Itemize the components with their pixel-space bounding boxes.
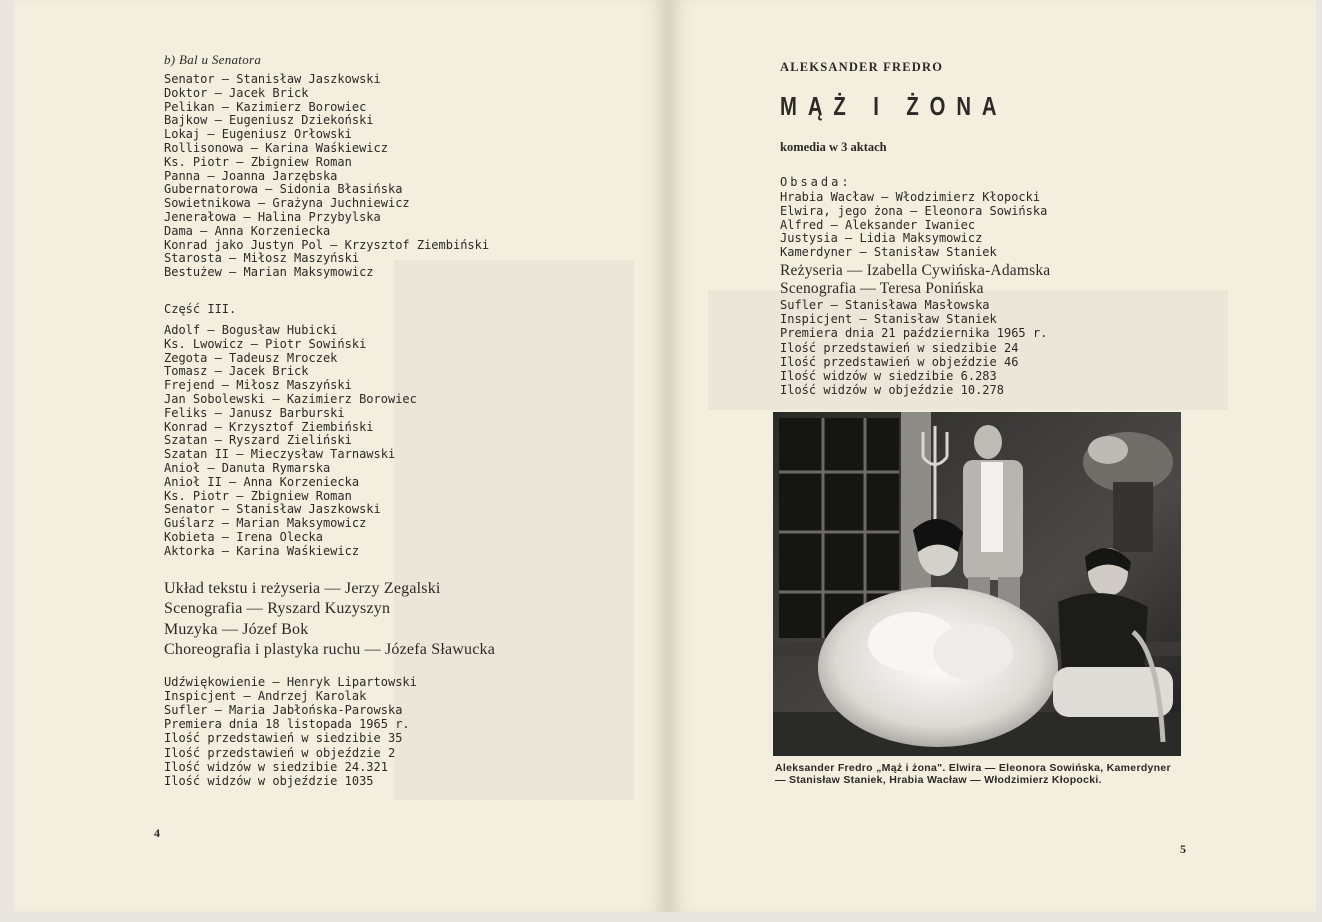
- cast-line: Bestużew — Marian Maksymowicz: [164, 265, 374, 280]
- info-line: Inspicjent — Stanisław Staniek: [780, 312, 997, 327]
- play-author: ALEKSANDER FREDRO: [780, 60, 944, 74]
- cast-line: Guślarz — Marian Maksymowicz: [164, 516, 367, 531]
- cast-line: Ks. Piotr — Zbigniew Roman: [164, 154, 352, 169]
- cast-line: Lokaj — Eugeniusz Orłowski: [164, 127, 352, 142]
- credit-line: Scenografia — Teresa Ponińska: [780, 279, 984, 297]
- cast-line: Adolf — Bogusław Hubicki: [164, 322, 338, 337]
- cast-line: Frejend — Miłosz Maszyński: [164, 378, 352, 393]
- cast-line: Pelikan — Kazimierz Borowiec: [164, 99, 367, 114]
- production-info: [164, 675, 572, 789]
- info-line: Sufler — Stanisława Masłowska: [780, 297, 990, 312]
- cast-line: Justysia — Lidia Maksymowicz: [780, 231, 983, 246]
- play-title: MĄŻ I ŻONA: [780, 91, 1008, 121]
- credit-line: Scenografia — Ryszard Kuzyszyn: [164, 600, 391, 617]
- right-page-content: [780, 60, 1200, 397]
- cast-line: Zegota — Tadeusz Mroczek: [164, 350, 338, 365]
- cast-line: Szatan — Ryszard Zieliński: [164, 433, 352, 448]
- cast-line: Szatan II — Mieczysław Tarnawski: [164, 447, 396, 462]
- cast-line: Alfred — Aleksander Iwaniec: [780, 217, 976, 232]
- cast-line: Anioł II — Anna Korzeniecka: [164, 474, 360, 489]
- cast-line: Bajkow — Eugeniusz Dziekoński: [164, 113, 374, 128]
- production-info: [780, 298, 1200, 397]
- part-title: Część III.: [164, 301, 237, 316]
- page-number-left: 4: [154, 826, 160, 840]
- cast-line: Tomasz — Jacek Brick: [164, 364, 309, 379]
- cast-heading: Obsada:: [780, 175, 852, 189]
- credit-line: Muzyka — Józef Bok: [164, 620, 309, 638]
- info-line: Premiera dnia 18 listopada 1965 r.: [164, 717, 410, 732]
- cast-line: Dama — Anna Korzeniecka: [164, 223, 331, 238]
- info-line: Ilość widzów w objeździe 10.278: [780, 383, 1004, 398]
- cast-line: Hrabia Wacław — Włodzimierz Kłopocki: [780, 190, 1041, 204]
- play-genre: komedia w 3 aktach: [780, 140, 887, 154]
- info-line: Ilość widzów w siedzibie 24.321: [164, 759, 388, 774]
- cast-line: Doktor — Jacek Brick: [164, 85, 309, 100]
- cast-line: Senator — Stanisław Jaszkowski: [164, 72, 381, 86]
- cast-line: Gubernatorowa — Sidonia Błasińska: [164, 182, 403, 197]
- cast-line: Kamerdyner — Stanisław Staniek: [780, 245, 997, 260]
- info-line: Ilość przedstawień w siedzibie 24: [780, 340, 1019, 355]
- info-line: Ilość przedstawień w objeździe 2: [164, 745, 396, 760]
- info-line: Ilość przedstawień w objeździe 46: [780, 354, 1019, 369]
- photo-caption: Aleksander Fredro „Mąż i żona". Elwira — Eleonora Sowińska, Kamerdyner — Stanisław Staniek, Hrabia Wacław — Włodzimierz Kłopocki.: [775, 762, 1171, 786]
- cast-line: Konrad jako Justyn Pol — Krzysztof Ziembiński: [164, 237, 490, 252]
- production-credits: [164, 579, 572, 661]
- left-page-content: [152, 52, 572, 788]
- cast-line: Rollisonowa — Karina Waśkiewicz: [164, 140, 388, 155]
- cast-line: Anioł — Danuta Rymarska: [164, 460, 331, 475]
- credit-line: Reżyseria — Izabella Cywińska-Adamska: [780, 261, 1051, 279]
- info-line: Sufler — Maria Jabłońska-Parowska: [164, 702, 403, 717]
- info-line: Udźwiękowienie — Henryk Lipartowski: [164, 674, 417, 689]
- info-line: Ilość widzów w siedzibie 6.283: [780, 369, 997, 383]
- cast-list-part-3: [164, 324, 572, 559]
- info-line: Inspicjent — Andrzej Karolak: [164, 688, 367, 703]
- cast-line: Starosta — Miłosz Maszyński: [164, 251, 360, 266]
- production-photo: [773, 412, 1181, 756]
- cast-line: Panna — Joanna Jarzębska: [164, 168, 338, 183]
- cast-line: Feliks — Janusz Barburski: [164, 405, 345, 420]
- cast-line: Konrad — Krzysztof Ziembiński: [164, 419, 374, 434]
- section-subtitle: b) Bal u Senatora: [164, 52, 262, 67]
- cast-line: Elwira, jego żona — Eleonora Sowińska: [780, 203, 1048, 218]
- cast-list-part-b: [164, 73, 572, 280]
- cast-list: [780, 191, 1200, 260]
- cast-line: Jenerałowa — Halina Przybylska: [164, 209, 381, 224]
- info-line: Ilość widzów w objeździe 1035: [164, 773, 374, 788]
- credit-line: Układ tekstu i reżyseria — Jerzy Zegalski: [164, 579, 441, 597]
- cast-line: Ks. Piotr — Zbigniew Roman: [164, 488, 352, 503]
- info-line: Premiera dnia 21 października 1965 r.: [780, 326, 1048, 341]
- cast-line: Ks. Lwowicz — Piotr Sowiński: [164, 336, 367, 351]
- cast-line: Sowietnikowa — Grażyna Juchniewicz: [164, 196, 410, 211]
- credit-line: Choreografia i plastyka ruchu — Józefa Sławucka: [164, 641, 496, 658]
- cast-line: Jan Sobolewski — Kazimierz Borowiec: [164, 391, 417, 406]
- production-credits: [780, 262, 1200, 298]
- cast-line: Senator — Stanisław Jaszkowski: [164, 502, 381, 517]
- info-line: Ilość przedstawień w siedzibie 35: [164, 731, 403, 746]
- page-number-right: 5: [1180, 842, 1186, 856]
- cast-line: Kobieta — Irena Olecka: [164, 529, 323, 544]
- cast-line: Aktorka — Karina Waśkiewicz: [164, 543, 360, 558]
